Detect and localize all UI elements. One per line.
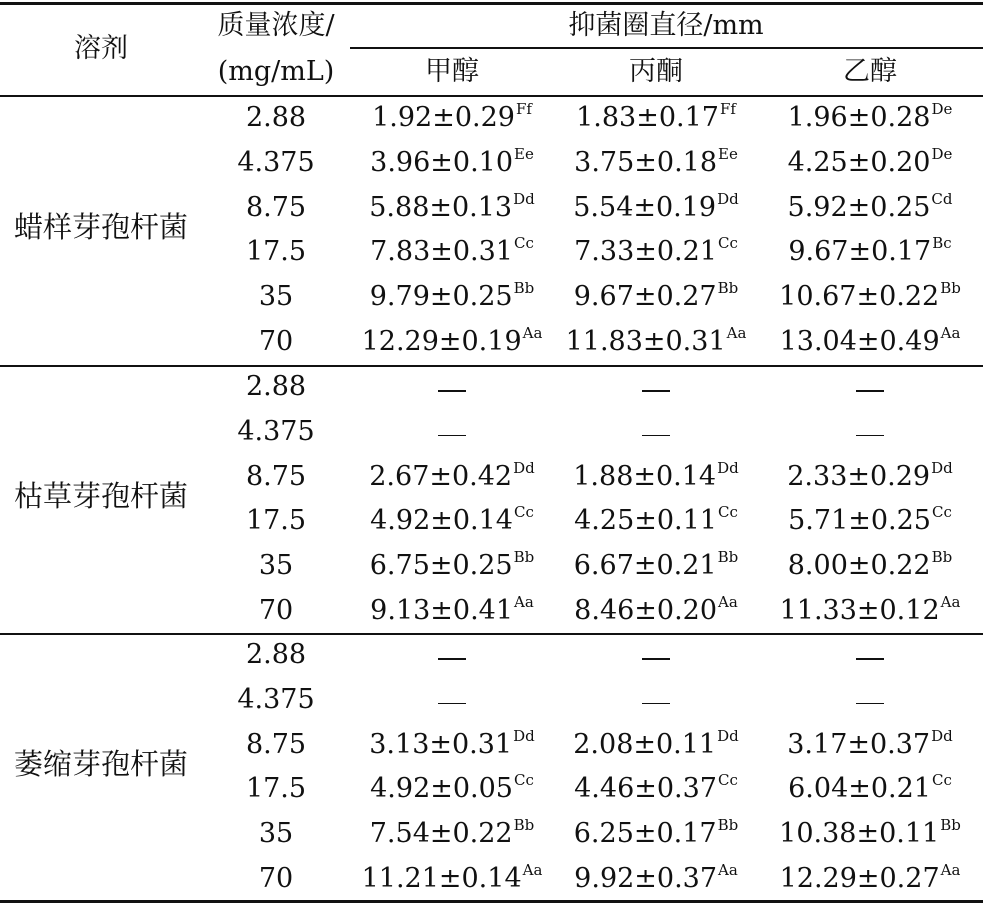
concentration-cell: 4.375 [237,683,315,715]
mean-sd-value: 1.83±0.17 [576,102,719,133]
mean-sd-value: 8.46±0.20 [574,595,718,626]
zone-diameter-cell [788,771,952,805]
zone-diameter-cell [779,279,961,313]
significance-letters: Aa [522,324,543,342]
mean-sd-value: 1.92±0.29 [372,102,515,133]
header-solvent-acetone: 丙酮 [629,56,683,87]
mean-sd-value: 9.13±0.41 [370,595,514,626]
zone-diameter-cell [574,593,738,626]
significance-letters: Bb [513,816,535,835]
mean-sd-value: 12.29±0.27 [779,863,940,894]
mean-sd-value: 11.33±0.12 [779,595,940,626]
significance-letters: Cc [931,503,952,522]
significance-letters: Bb [717,548,739,567]
significance-letters: Aa [514,593,534,611]
zone-diameter-cell [787,189,953,223]
concentration-cell: 2.88 [245,371,307,402]
no-inhibition-dash [642,435,670,437]
mean-sd-value: 8.00±0.22 [787,550,931,582]
concentration-cell: 70 [258,326,294,357]
mean-sd-value: 9.67±0.17 [788,236,932,268]
significance-letters: Dd [513,458,535,477]
significance-letters: Cc [513,234,534,253]
zone-diameter-cell [369,816,535,850]
header-solvent-ethanol: 乙醇 [843,56,897,87]
significance-letters: Bb [940,816,961,835]
no-inhibition-dash [438,658,466,660]
significance-letters: Aa [522,861,543,879]
mean-sd-value: 6.75±0.25 [369,550,513,582]
significance-letters: Dd [717,189,739,208]
header-bottom-rule [0,95,983,97]
concentration-cell: 2.88 [245,102,307,133]
zone-diameter-cell [787,726,953,760]
mean-sd-value: 10.67±0.22 [779,281,940,313]
concentration-cell: 2.88 [245,639,307,670]
no-inhibition-dash [438,703,466,705]
header-concentration-line2: (mg/mL) [217,56,335,87]
significance-letters: Cd [931,189,953,208]
significance-letters: De [931,144,953,163]
zone-diameter-cell [361,324,543,357]
concentration-cell: 8.75 [245,460,307,492]
zone-diameter-cell [565,324,747,357]
zone-diameter-cell [369,458,535,492]
significance-letters: Aa [718,593,738,611]
mean-sd-value: 7.83±0.31 [370,236,513,268]
zone-diameter-cell [573,189,739,223]
zone-diameter-cell [779,861,961,894]
concentration-cell: 70 [258,595,294,626]
significance-letters: Bb [513,279,535,298]
zone-diameter-cell [370,503,534,537]
mean-sd-value: 13.04±0.49 [779,326,940,357]
significance-letters: Ff [719,100,736,118]
zone-diameter-cell [369,279,535,313]
significance-letters: Ff [515,100,532,118]
mean-sd-value: 2.67±0.42 [369,460,513,492]
significance-letters: Dd [513,189,535,208]
concentration-cell: 35 [258,281,294,313]
zone-diameter-cell [370,771,534,805]
significance-letters: Bb [717,279,739,298]
concentration-cell: 8.75 [245,728,307,760]
zone-diameter-cell [573,816,739,850]
concentration-cell: 35 [258,818,294,850]
zone-diameter-cell [370,234,534,268]
significance-letters: Ee [718,144,738,163]
significance-letters: Ee [514,144,534,163]
significance-letters: Cc [513,503,534,522]
significance-letters: Dd [513,726,535,745]
significance-letters: Bb [513,548,535,567]
significance-letters: Bb [931,548,953,567]
significance-letters: Cc [717,234,738,253]
mean-sd-value: 11.21±0.14 [361,863,522,894]
concentration-cell: 4.375 [237,146,315,178]
significance-letters: Aa [940,861,961,879]
significance-letters: Dd [717,726,739,745]
significance-letters: Cc [717,503,738,522]
zone-diameter-cell [369,726,535,760]
group-divider-2 [0,633,983,635]
concentration-cell: 35 [258,550,294,582]
zone-diameter-cell [369,548,535,582]
concentration-cell: 17.5 [245,236,307,268]
mean-sd-value: 4.92±0.14 [370,505,513,537]
zone-diameter-cell [779,324,961,357]
mean-sd-value: 6.25±0.17 [573,818,717,850]
significance-letters: Dd [931,458,953,477]
mean-sd-value: 4.25±0.11 [574,505,717,537]
zone-diameter-cell [369,189,535,223]
significance-letters: Aa [940,324,961,342]
mean-sd-value: 2.08±0.11 [573,728,717,760]
mean-sd-value: 2.33±0.29 [787,460,931,492]
zone-diameter-cell [574,234,738,268]
significance-letters: Aa [940,593,961,611]
zone-diameter-cell [787,100,953,133]
zone-diameter-cell [370,144,534,178]
zone-diameter-cell [573,548,739,582]
significance-letters: Dd [717,458,739,477]
concentration-cell: 70 [258,863,294,894]
no-inhibition-dash [856,435,884,437]
zone-diameter-cell [573,726,739,760]
mean-sd-value: 11.83±0.31 [565,326,726,357]
zone-diameter-cell [573,458,739,492]
bottom-rule [0,900,983,903]
zone-diameter-cell [574,861,738,894]
concentration-cell: 8.75 [245,191,307,223]
zone-diameter-cell [788,503,952,537]
significance-letters: Cc [513,771,534,790]
header-solvent-methanol: 甲醇 [425,56,479,87]
zone-diameter-cell [787,144,953,178]
concentration-cell: 17.5 [245,505,307,537]
significance-letters: Aa [718,861,738,879]
zone-diameter-cell [788,234,952,268]
top-rule [0,2,983,5]
header-subrule [350,47,983,49]
mean-sd-value: 6.04±0.21 [788,773,931,805]
header-solvent: 溶剂 [74,33,128,64]
significance-letters: De [931,100,953,118]
significance-letters: Bb [717,816,739,835]
significance-letters: Aa [726,324,747,342]
mean-sd-value: 1.88±0.14 [573,460,717,492]
mean-sd-value: 10.38±0.11 [779,818,940,850]
no-inhibition-dash [642,703,670,705]
no-inhibition-dash [856,658,884,660]
group-name: 枯草芽孢杆菌 [13,479,189,513]
significance-letters: Bc [932,234,952,253]
significance-letters: Cc [931,771,952,790]
no-inhibition-dash [856,703,884,705]
zone-diameter-cell [574,144,738,178]
zone-diameter-cell [787,458,953,492]
zone-diameter-cell [370,593,534,626]
mean-sd-value: 5.54±0.19 [573,191,717,223]
zone-diameter-cell [787,548,953,582]
zone-diameter-cell [779,816,961,850]
zone-diameter-cell [574,771,738,805]
mean-sd-value: 1.96±0.28 [787,102,931,133]
zone-diameter-cell [573,279,739,313]
mean-sd-value: 3.96±0.10 [370,146,514,178]
group-divider-1 [0,365,983,367]
mean-sd-value: 9.92±0.37 [574,863,718,894]
mean-sd-value: 9.67±0.27 [573,281,717,313]
zone-diameter-cell [574,503,738,537]
mean-sd-value: 7.54±0.22 [369,818,513,850]
mean-sd-value: 3.13±0.31 [369,728,513,760]
mean-sd-value: 4.92±0.05 [370,773,513,805]
mean-sd-value: 3.17±0.37 [787,728,931,760]
mean-sd-value: 3.75±0.18 [574,146,718,178]
mean-sd-value: 5.88±0.13 [369,191,513,223]
significance-letters: Dd [931,726,953,745]
mean-sd-value: 12.29±0.19 [361,326,522,357]
header-zone-diameter: 抑菌圈直径/mm [568,10,764,41]
no-inhibition-dash [438,435,466,437]
mean-sd-value: 4.46±0.37 [574,773,717,805]
group-name: 蜡样芽孢杆菌 [13,210,189,244]
mean-sd-value: 9.79±0.25 [369,281,513,313]
mean-sd-value: 6.67±0.21 [573,550,717,582]
no-inhibition-dash [642,390,670,392]
group-name: 萎缩芽孢杆菌 [13,747,189,781]
concentration-cell: 4.375 [237,415,315,447]
no-inhibition-dash [438,390,466,392]
significance-letters: Bb [940,279,961,298]
mean-sd-value: 7.33±0.21 [574,236,717,268]
mean-sd-value: 4.25±0.20 [787,146,931,178]
no-inhibition-dash [856,390,884,392]
header-concentration-line1: 质量浓度/ [217,10,335,41]
concentration-cell: 17.5 [245,773,307,805]
significance-letters: Cc [717,771,738,790]
zone-diameter-cell [576,100,736,133]
mean-sd-value: 5.71±0.25 [788,505,931,537]
zone-diameter-cell [779,593,961,626]
no-inhibition-dash [642,658,670,660]
zone-diameter-cell [361,861,543,894]
zone-diameter-cell [372,100,532,133]
mean-sd-value: 5.92±0.25 [787,191,931,223]
